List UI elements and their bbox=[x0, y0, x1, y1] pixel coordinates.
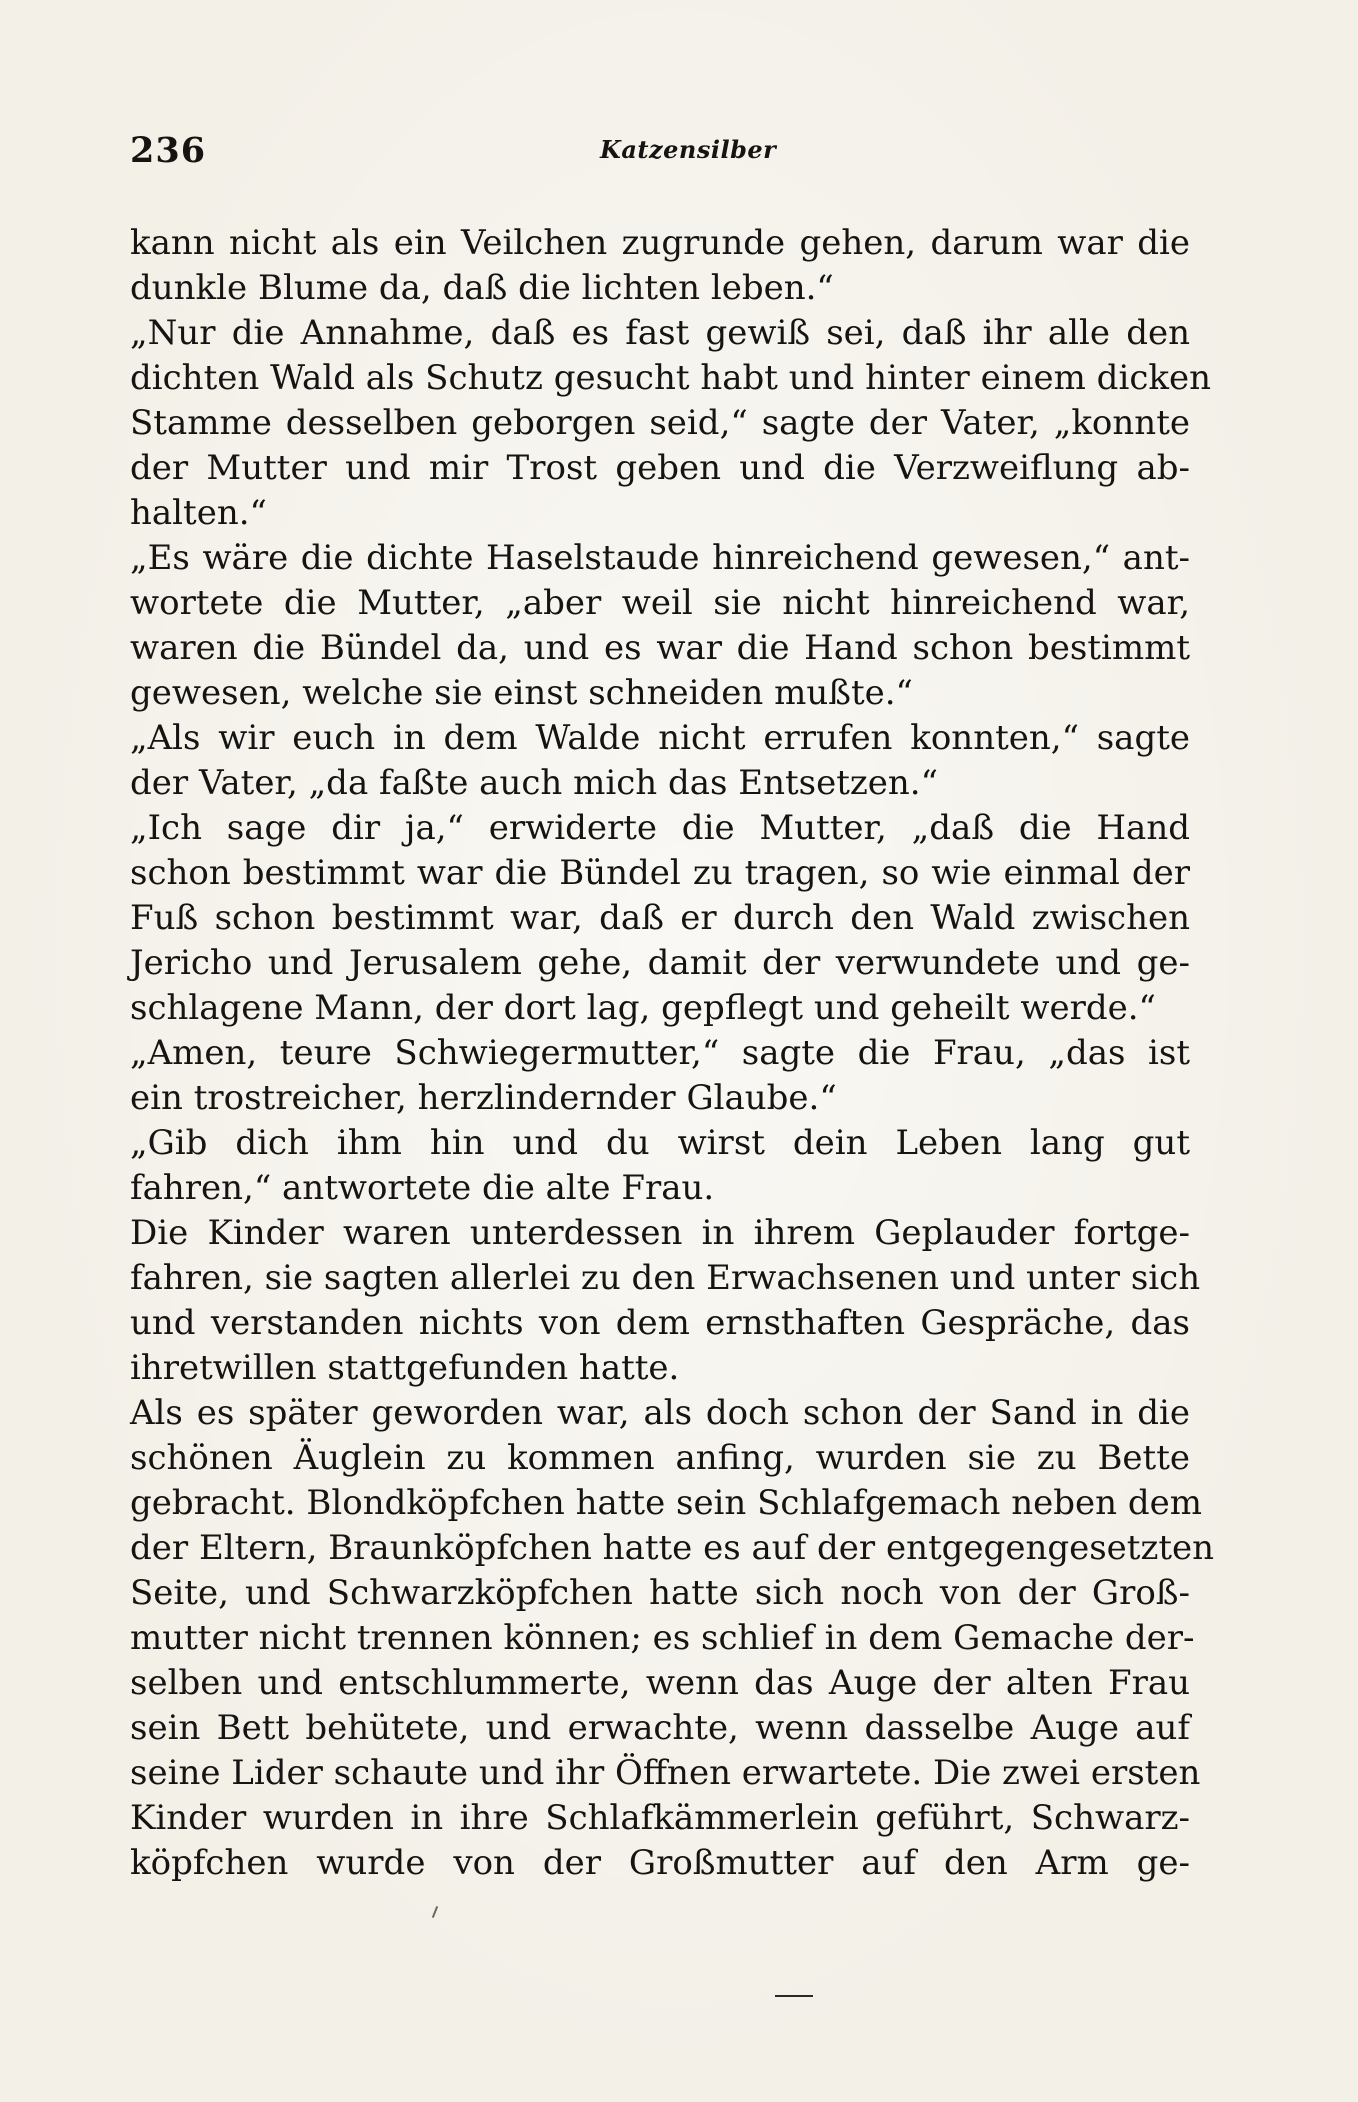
text-line: selben und entschlummerte, wenn das Auge der alten Frau bbox=[130, 1663, 1190, 1703]
text-line: Fuß schon bestimmt war, daß er durch den Wald zwischen bbox=[130, 898, 1190, 938]
bottom-page-mark bbox=[775, 1995, 813, 1997]
text-line: schon bestimmt war die Bündel zu tragen, so wie einmal der bbox=[130, 853, 1190, 893]
body-text bbox=[130, 221, 1215, 1886]
text-line: „Amen, teure Schwiegermutter,“ sagte die Frau, „das ist bbox=[130, 1033, 1190, 1073]
text-line: der Vater, „da faßte auch mich das Entsetzen.“ bbox=[130, 763, 938, 803]
text-line: der Eltern, Braunköpfchen hatte es auf der entgegengesetzten bbox=[130, 1528, 1215, 1568]
print-speck bbox=[432, 1906, 438, 1918]
text-line: wortete die Mutter, „aber weil sie nicht hinreichend war, bbox=[130, 583, 1190, 623]
running-title: Katzensilber bbox=[600, 135, 777, 164]
text-line: fahren,“ antwortete die alte Frau. bbox=[130, 1168, 715, 1208]
text-line: ihretwillen stattgefunden hatte. bbox=[130, 1348, 680, 1388]
text-line: Die Kinder waren unterdessen in ihrem Geplauder fortge- bbox=[130, 1213, 1190, 1253]
page-header bbox=[130, 126, 1200, 176]
text-line: gebracht. Blondköpfchen hatte sein Schlafgemach neben dem bbox=[130, 1483, 1202, 1523]
text-line: schönen Äuglein zu kommen anfing, wurden sie zu Bette bbox=[130, 1438, 1190, 1478]
text-line: Kinder wurden in ihre Schlafkämmerlein geführt, Schwarz- bbox=[130, 1798, 1190, 1838]
text-line: köpfchen wurde von der Großmutter auf den Arm ge- bbox=[130, 1843, 1190, 1883]
text-line: kann nicht als ein Veilchen zugrunde gehen, darum war die bbox=[130, 223, 1190, 263]
text-line: sein Bett behütete, und erwachte, wenn dasselbe Auge auf bbox=[130, 1708, 1190, 1748]
text-line: schlagene Mann, der dort lag, gepflegt und geheilt werde.“ bbox=[130, 988, 1156, 1028]
text-line: „Als wir euch in dem Walde nicht errufen konnten,“ sagte bbox=[130, 718, 1190, 758]
text-line: waren die Bündel da, und es war die Hand schon bestimmt bbox=[130, 628, 1190, 668]
text-line: gewesen, welche sie einst schneiden mußte.“ bbox=[130, 673, 913, 713]
text-line: „Nur die Annahme, daß es fast gewiß sei, daß ihr alle den bbox=[130, 313, 1190, 353]
text-line: der Mutter und mir Trost geben und die Verzweiflung ab- bbox=[130, 448, 1190, 488]
text-line: halten.“ bbox=[130, 493, 267, 533]
text-line: dunkle Blume da, daß die lichten leben.“ bbox=[130, 268, 834, 308]
text-line: Als es später geworden war, als doch schon der Sand in die bbox=[130, 1393, 1190, 1433]
text-line: Stamme desselben geborgen seid,“ sagte der Vater, „konnte bbox=[130, 403, 1190, 443]
text-line: „Es wäre die dichte Haselstaude hinreichend gewesen,“ ant- bbox=[130, 538, 1190, 578]
text-line: dichten Wald als Schutz gesucht habt und hinter einem dicken bbox=[130, 358, 1211, 398]
text-line: „Gib dich ihm hin und du wirst dein Leben lang gut bbox=[130, 1123, 1190, 1163]
text-line: mutter nicht trennen können; es schlief in dem Gemache der- bbox=[130, 1618, 1195, 1658]
page-number: 236 bbox=[130, 130, 207, 171]
text-line: Seite, und Schwarzköpfchen hatte sich noch von der Groß- bbox=[130, 1573, 1190, 1613]
text-line: seine Lider schaute und ihr Öffnen erwartete. Die zwei ersten bbox=[130, 1753, 1201, 1793]
text-line: fahren, sie sagten allerlei zu den Erwachsenen und unter sich bbox=[130, 1258, 1201, 1298]
text-line: und verstanden nichts von dem ernsthaften Gespräche, das bbox=[130, 1303, 1190, 1343]
text-line: Jericho und Jerusalem gehe, damit der verwundete und ge- bbox=[130, 943, 1190, 983]
text-line: „Ich sage dir ja,“ erwiderte die Mutter, „daß die Hand bbox=[130, 808, 1190, 848]
text-line: ein trostreicher, herzlindernder Glaube.“ bbox=[130, 1078, 837, 1118]
